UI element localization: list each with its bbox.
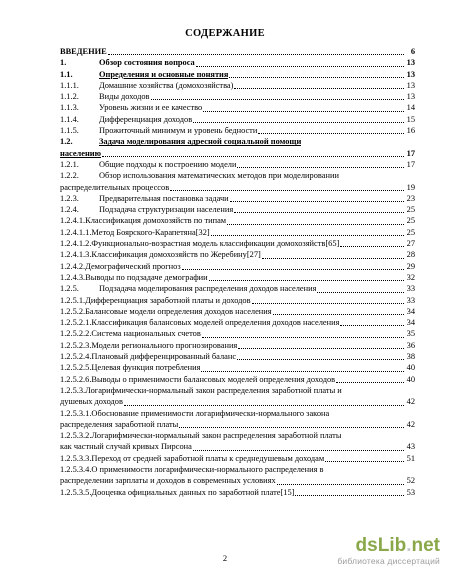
toc-entry-title: Общие подходы к построению модели xyxy=(99,159,237,169)
toc-leader xyxy=(252,302,404,304)
toc-entry xyxy=(60,283,415,294)
toc-entry-title-continued: населению xyxy=(60,148,102,158)
toc-entry xyxy=(60,272,415,283)
toc-entry-page: 52 xyxy=(406,476,415,486)
watermark-subtitle: библиотека диссертаций xyxy=(337,556,440,566)
toc-entry xyxy=(60,227,415,238)
toc-entry-page: 17 xyxy=(406,159,415,169)
toc-entry xyxy=(60,408,415,419)
toc-entry-number: 1.1. xyxy=(60,69,73,79)
toc-entry-number: 1.2.5.2.2. xyxy=(60,329,92,339)
toc-leader xyxy=(230,200,404,202)
toc-entry-continuation xyxy=(60,441,415,452)
toc-entry-number: 1.2.5.3.3. xyxy=(60,453,92,463)
toc-entry-number: 1.2.5.2.5. xyxy=(60,363,92,373)
toc-entry-title: Классификация домохозяйств по Жеребину[27] xyxy=(91,250,261,260)
toc-entry xyxy=(60,317,415,328)
toc-entry-page: 17 xyxy=(406,148,415,158)
toc-leader xyxy=(258,132,404,134)
toc-entry-title: Функционально-возрастная модель классификации домохозяйств[65] xyxy=(91,239,340,249)
toc-entry-number: 1.2.2. xyxy=(60,171,79,181)
toc-entry xyxy=(60,238,415,249)
toc-entry-number: 1.2.1. xyxy=(60,159,79,169)
toc-entry-title: Плановый дифференцированный баланс xyxy=(91,352,237,362)
toc-leader xyxy=(124,404,404,406)
toc-entry-page: 40 xyxy=(406,374,415,384)
toc-entry xyxy=(60,261,415,272)
toc-entry-page: 36 xyxy=(406,340,415,350)
toc-entry-number: 1.1.4. xyxy=(60,114,79,124)
toc-entry-number: 1.2. xyxy=(60,137,73,147)
toc-leader xyxy=(202,336,404,338)
toc-leader xyxy=(295,494,404,496)
toc-entry xyxy=(60,204,415,215)
toc-entry-number: 1.2.5.3.1. xyxy=(60,408,92,418)
toc-entry-number: 1. xyxy=(60,58,67,68)
page-title: СОДЕРЖАНИЕ xyxy=(185,28,265,39)
toc-entry-title: Классификация домохозяйств по типам xyxy=(85,216,227,226)
toc-entry-title: Обзор состояния вопроса xyxy=(99,58,195,68)
toc-entry xyxy=(60,464,415,475)
toc-entry-number: 1.2.5.3.5. xyxy=(60,487,92,497)
toc-entry-title: Обзор использования математических методов при моделировании xyxy=(99,171,339,181)
toc-entry-page: 14 xyxy=(406,103,415,113)
toc-entry-continuation xyxy=(60,396,415,407)
toc-entry-number: 1.2.5.2.6. xyxy=(60,374,92,384)
toc-entry-number: 1.2.5.2.3. xyxy=(60,340,92,350)
toc-leader xyxy=(203,110,404,112)
page-number: 2 xyxy=(222,553,228,563)
toc-entry-number: 1.1.2. xyxy=(60,92,79,102)
toc-leader xyxy=(238,347,404,349)
toc-entry-number: 1.2.5.3. xyxy=(60,385,86,395)
toc-entry-page: 42 xyxy=(406,419,415,429)
toc-leader xyxy=(229,76,404,78)
toc-entry-page: 16 xyxy=(406,126,415,136)
toc-entry-page: 40 xyxy=(406,363,415,373)
toc-entry-number: 1.2.5.2.1. xyxy=(60,318,92,328)
toc-leader xyxy=(262,257,404,259)
toc-entry-page: 34 xyxy=(406,306,415,316)
toc-entry xyxy=(60,215,415,226)
toc-entry-number: 1.2.5.2.4. xyxy=(60,352,92,362)
watermark-logo xyxy=(337,536,440,556)
toc-entry xyxy=(60,69,415,80)
toc-entry xyxy=(60,306,415,317)
toc-entry-page: 6 xyxy=(410,47,415,56)
toc-entry-title: Выводы по подзадаче демографии xyxy=(85,272,208,282)
toc-entry-number: 1.2.4.2. xyxy=(60,261,86,271)
toc-entry-page: 33 xyxy=(406,295,415,305)
toc-entry-title: Логарифмически-нормальный закон распределения заработной платы xyxy=(91,431,342,441)
toc-entry-page: 13 xyxy=(406,92,415,102)
toc-entry-title: Метод Боярского-Карапетяна[32] xyxy=(91,227,210,237)
toc-entry-title: Подзадача моделирования распределения доходов населения xyxy=(99,284,317,294)
toc-entry-title: Виды доходов xyxy=(99,92,150,102)
toc-leader xyxy=(193,121,404,123)
toc-entry-page: 51 xyxy=(406,453,415,463)
toc-entry xyxy=(60,328,415,339)
toc-leader xyxy=(108,53,404,55)
toc-entry-number: 1.1.3. xyxy=(60,103,79,113)
toc-entry-page: 33 xyxy=(406,284,415,294)
toc-entry-page: 43 xyxy=(406,442,415,452)
toc-leader xyxy=(340,245,404,247)
toc-entry xyxy=(60,351,415,362)
toc-leader xyxy=(317,291,404,293)
toc-leader xyxy=(234,87,404,89)
toc-entry-title: Система национальных счетов xyxy=(91,329,201,339)
toc-entry-title: Целевая функция потребления xyxy=(91,363,201,373)
toc-entry-title: Логарифмически-нормальный закон распределения заработной платы и xyxy=(85,385,342,395)
toc-entry xyxy=(60,430,415,441)
toc-entry-page: 32 xyxy=(406,272,415,282)
toc-entry-title: Домашние хозяйства (домохозяйства) xyxy=(99,80,234,90)
toc-entry-title-continued: распределительных процессов xyxy=(60,182,170,192)
watermark xyxy=(337,536,440,566)
toc-leader xyxy=(237,358,404,360)
toc-entry-title: О применимости логарифмически-нормального распределения в xyxy=(91,464,324,474)
toc-entry-continuation xyxy=(60,475,415,486)
toc-entry-continuation xyxy=(60,182,415,193)
toc-leader xyxy=(237,166,404,168)
toc-entry-title: Дифференциация заработной платы и доходов xyxy=(85,295,251,305)
toc-entry-title: Подзадача структуризации населения xyxy=(99,205,234,215)
toc-entry-title: Определения и основные понятия xyxy=(99,69,229,79)
toc-entry xyxy=(60,487,415,498)
toc-entry-page: 13 xyxy=(406,58,415,68)
toc-leader xyxy=(170,189,404,191)
toc-entry-number: 1.2.5.2. xyxy=(60,306,86,316)
toc-entry-number: 1.1.5. xyxy=(60,126,79,136)
toc-entry-page: 25 xyxy=(406,205,415,215)
toc-entry xyxy=(60,46,415,57)
toc-entry-number: 1.2.5.3.4. xyxy=(60,464,92,474)
toc-leader xyxy=(227,223,404,225)
toc-entry-page: 23 xyxy=(406,193,415,203)
toc-entry-continuation xyxy=(60,148,415,159)
toc-entry-page: 13 xyxy=(406,80,415,90)
toc-entry-page: 42 xyxy=(406,397,415,407)
table-of-contents xyxy=(60,46,415,498)
toc-entry-title: Прожиточный минимум и уровень бедности xyxy=(99,126,258,136)
toc-entry-page: 13 xyxy=(406,69,415,79)
toc-entry-title: Задача моделирования адресной социальной помощи xyxy=(99,137,302,147)
toc-entry-number: 1.2.4.1.3. xyxy=(60,250,92,260)
toc-entry-page: 15 xyxy=(406,114,415,124)
toc-leader xyxy=(234,211,404,213)
toc-leader xyxy=(209,279,404,281)
toc-entry-page: 28 xyxy=(406,250,415,260)
watermark-logo-dot: . xyxy=(406,535,412,556)
toc-entry xyxy=(60,80,415,91)
toc-entry xyxy=(60,102,415,113)
toc-entry-page: 25 xyxy=(406,227,415,237)
toc-entry xyxy=(60,385,415,396)
toc-entry xyxy=(60,249,415,260)
toc-entry xyxy=(60,374,415,385)
toc-entry xyxy=(60,57,415,68)
toc-entry xyxy=(60,125,415,136)
toc-entry-title: Балансовые модели определения доходов населения xyxy=(85,306,272,316)
toc-entry-title-continued: душевых доходов xyxy=(60,397,123,407)
toc-entry-title: Демографический прогноз xyxy=(85,261,181,271)
toc-entry xyxy=(60,91,415,102)
toc-entry-title: Дооценка официальных данных по заработной плате[15] xyxy=(91,487,295,497)
toc-entry-title: Предварительная постановка задачи xyxy=(99,193,229,203)
toc-entry-number: 1.1.1. xyxy=(60,80,79,90)
toc-entry-title: Обоснование применимости логарифмически-нормального закона xyxy=(91,408,330,418)
toc-leader xyxy=(151,98,404,100)
toc-entry xyxy=(60,114,415,125)
toc-entry-number: 1.2.5.3.2. xyxy=(60,431,92,441)
toc-leader xyxy=(277,483,404,485)
toc-entry-title: Модели регионального прогнозирования xyxy=(91,340,238,350)
toc-leader xyxy=(193,449,404,451)
watermark-logo-tld: net xyxy=(411,535,440,556)
toc-entry-title: Уровень жизни и ее качество xyxy=(99,103,203,113)
toc-entry-page: 27 xyxy=(406,239,415,249)
toc-entry-number: ВВЕДЕНИЕ xyxy=(60,47,107,56)
toc-entry xyxy=(60,159,415,170)
toc-leader xyxy=(179,426,404,428)
toc-entry-title-continued: распределения заработной платы xyxy=(60,419,179,429)
toc-entry-continuation xyxy=(60,419,415,430)
toc-entry xyxy=(60,295,415,306)
toc-leader xyxy=(340,324,404,326)
toc-entry-number: 1.2.4.1.2. xyxy=(60,239,92,249)
toc-entry-page: 34 xyxy=(406,318,415,328)
toc-entry-page: 25 xyxy=(406,216,415,226)
toc-entry-number: 1.2.4. xyxy=(60,205,79,215)
toc-entry-page: 38 xyxy=(406,352,415,362)
toc-entry xyxy=(60,362,415,373)
toc-entry-title: Выводы о применимости балансовых моделей определения доходов xyxy=(91,374,336,384)
toc-entry xyxy=(60,453,415,464)
toc-entry-number: 1.2.3. xyxy=(60,193,79,203)
toc-leader xyxy=(325,460,404,462)
toc-leader xyxy=(273,313,404,315)
toc-entry-title-continued: распределении зарплаты и доходов в современных условиях xyxy=(60,476,276,486)
toc-leader xyxy=(211,234,404,236)
toc-entry-number: 1.2.5.1. xyxy=(60,295,86,305)
toc-entry-title: Классификация балансовых моделей определения доходов населения xyxy=(91,318,340,328)
toc-leader xyxy=(102,155,404,157)
toc-entry-number: 1.2.4.1.1. xyxy=(60,227,92,237)
toc-entry xyxy=(60,193,415,204)
toc-leader xyxy=(196,65,404,67)
toc-leader xyxy=(182,268,404,270)
toc-entry-page: 53 xyxy=(406,487,415,497)
toc-entry-number: 1.2.4.3. xyxy=(60,272,86,282)
toc-leader xyxy=(201,370,404,372)
toc-entry-number: 1.2.5. xyxy=(60,284,79,294)
toc-entry-title: Переход от средней заработной платы к среднедушевым доходам xyxy=(91,453,325,463)
toc-entry-page: 29 xyxy=(406,261,415,271)
toc-entry-page: 19 xyxy=(406,182,415,192)
toc-entry xyxy=(60,170,415,181)
toc-entry-title-continued: как частный случай кривых Пирсона xyxy=(60,442,192,452)
toc-leader xyxy=(336,381,404,383)
watermark-logo-main: dsLib xyxy=(355,535,407,556)
toc-entry-number: 1.2.4.1. xyxy=(60,216,86,226)
toc-entry-page: 35 xyxy=(406,329,415,339)
toc-entry xyxy=(60,340,415,351)
toc-entry xyxy=(60,136,415,147)
toc-entry-title: Дифференциация доходов xyxy=(99,114,193,124)
